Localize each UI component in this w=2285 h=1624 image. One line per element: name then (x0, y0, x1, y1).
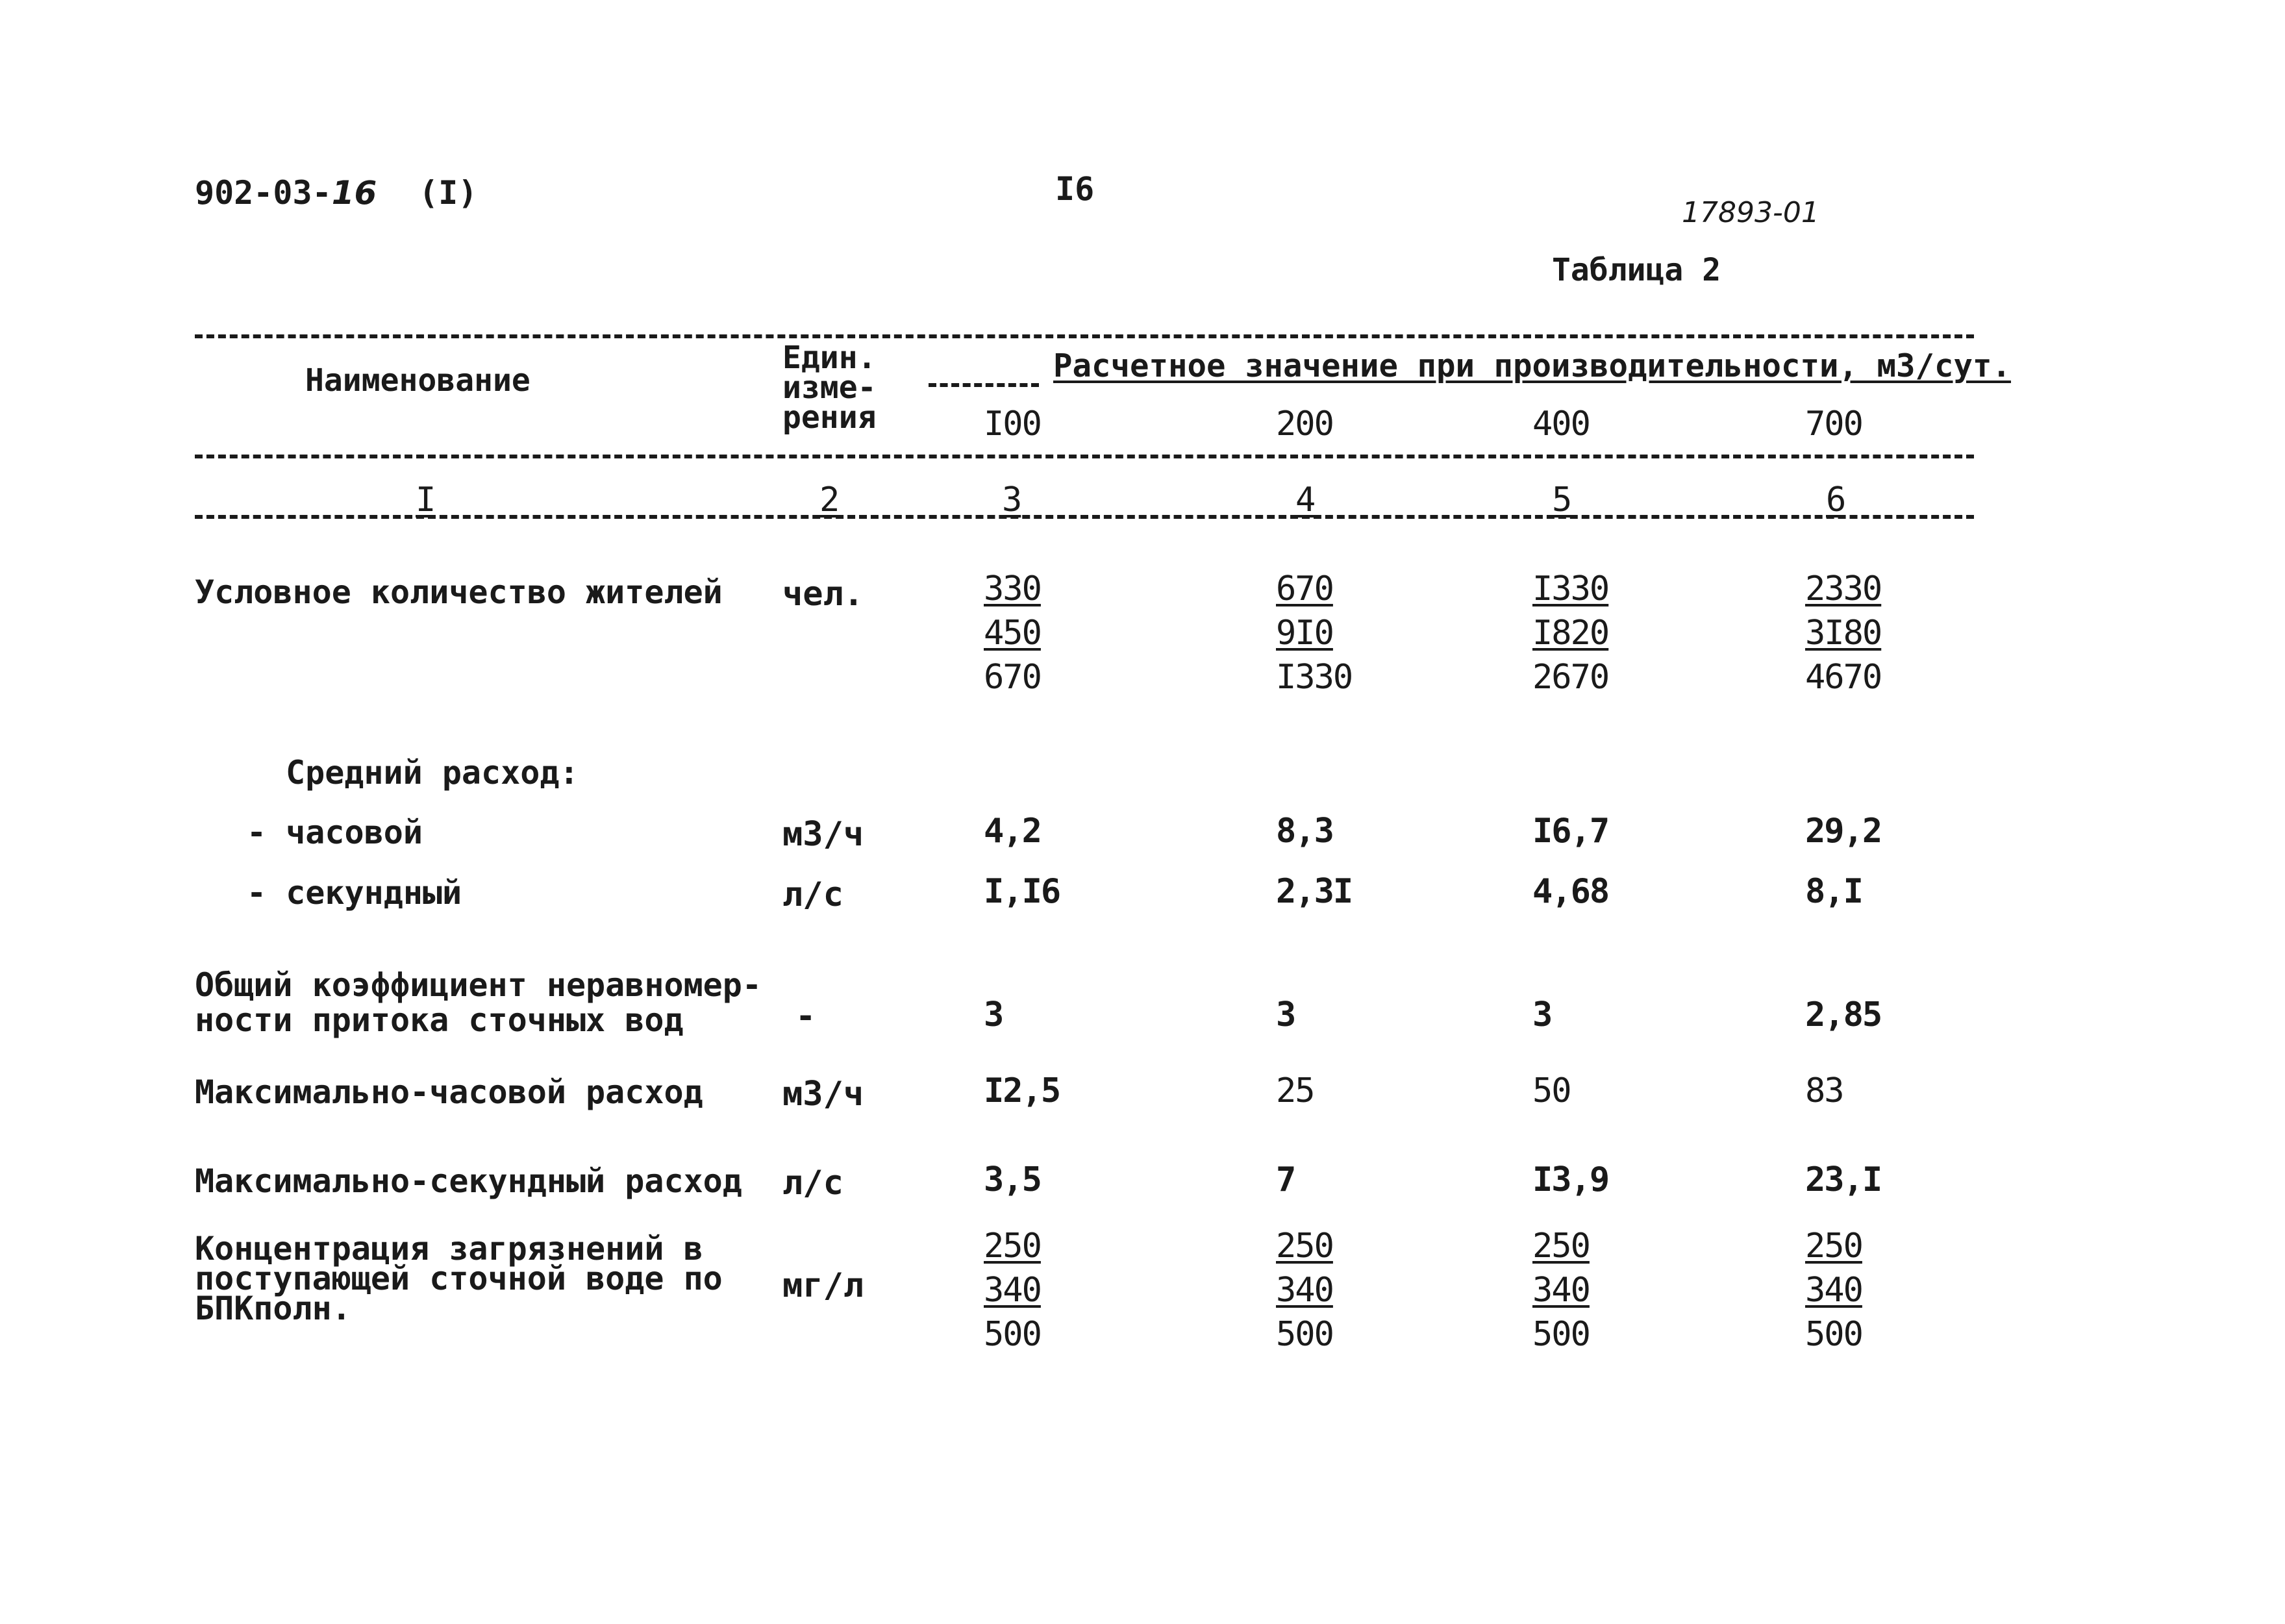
unit-heading-line-1: Един. (782, 340, 877, 376)
residents-values-400 (1532, 567, 1608, 699)
document-code-handwritten: 16 (331, 174, 377, 212)
unit-heading-line-2: изме- (782, 369, 877, 406)
max-hourly-value-200: 25 (1276, 1071, 1314, 1110)
column-heading-unit (782, 340, 877, 436)
column-numbers-rule (195, 515, 1974, 519)
coefficient-value-200: 3 (1276, 995, 1295, 1034)
row-label-per-second: - секундный (247, 874, 462, 912)
column-number-1: I (416, 481, 435, 519)
document-code (195, 174, 377, 212)
column-number-6: 6 (1826, 481, 1845, 519)
coefficient-label-line-2: ности притока сточных вод (195, 1001, 684, 1039)
page-number: I6 (1055, 170, 1095, 208)
value-cell: 500 (1532, 1315, 1590, 1354)
value-cell: I820 (1532, 614, 1609, 653)
max-per-second-value-200: 7 (1276, 1160, 1295, 1199)
row-label-hourly: - часовой (247, 814, 423, 851)
value-cell: 250 (1532, 1227, 1590, 1266)
hourly-value-200: 8,3 (1276, 812, 1333, 851)
table-top-rule (195, 334, 1974, 338)
concentration-label-line-2: поступающей сточной воде по (195, 1260, 723, 1297)
row-unit-per-second: л/с (782, 875, 843, 914)
row-label-max-hourly: Максимально-часовой расход (195, 1073, 703, 1111)
row-label-coefficient (195, 968, 762, 1038)
row-unit-max-hourly: м3/ч (782, 1075, 864, 1114)
row-unit-hourly: м3/ч (782, 815, 864, 854)
concentration-values-400 (1532, 1224, 1590, 1356)
max-hourly-value-100: I2,5 (984, 1071, 1060, 1110)
value-cell: 4670 (1805, 658, 1882, 697)
residents-values-200 (1276, 567, 1352, 699)
value-cell: 340 (984, 1271, 1041, 1310)
coefficient-value-400: 3 (1532, 995, 1552, 1034)
row-unit-concentration: мг/л (782, 1266, 864, 1305)
hourly-value-700: 29,2 (1805, 812, 1882, 851)
max-per-second-value-100: 3,5 (984, 1160, 1041, 1199)
column-heading-values: Расчетное значение при производительности, м3/сут. (1053, 347, 2012, 384)
column-number-2: 2 (819, 481, 839, 519)
capacity-100: I00 (984, 405, 1041, 443)
concentration-values-700 (1805, 1224, 1862, 1356)
value-cell: 670 (1276, 569, 1333, 608)
value-cell: 330 (984, 569, 1041, 608)
value-cell: 250 (984, 1227, 1041, 1266)
unit-heading-line-3: рения (782, 399, 877, 436)
column-number-3: 3 (1002, 481, 1021, 519)
row-unit-max-per-second: л/с (782, 1164, 843, 1203)
max-per-second-value-700: 23,I (1805, 1160, 1882, 1199)
value-cell: I330 (1532, 569, 1609, 608)
values-title-rule-left (929, 383, 1039, 387)
hourly-value-100: 4,2 (984, 812, 1041, 851)
capacity-700: 700 (1805, 405, 1862, 443)
capacity-200: 200 (1276, 405, 1333, 443)
value-cell: 2330 (1805, 569, 1882, 608)
value-cell: I330 (1276, 658, 1353, 697)
per-second-value-700: 8,I (1805, 872, 1862, 911)
concentration-values-100 (984, 1224, 1041, 1356)
value-cell: 450 (984, 614, 1041, 653)
concentration-values-200 (1276, 1224, 1333, 1356)
per-second-value-200: 2,3I (1276, 872, 1353, 911)
per-second-value-100: I,I6 (984, 872, 1060, 911)
value-cell: 2670 (1532, 658, 1609, 697)
header-bottom-rule (195, 455, 1974, 458)
value-cell: 250 (1805, 1227, 1862, 1266)
value-cell: 9I0 (1276, 614, 1333, 653)
value-cell: 340 (1276, 1271, 1333, 1310)
document-part: (I) (419, 174, 478, 212)
value-cell: 500 (984, 1315, 1041, 1354)
max-hourly-value-400: 50 (1532, 1071, 1571, 1110)
row-unit-residents: чел. (782, 575, 864, 614)
row-label-average-flow: Средний расход: (286, 754, 579, 792)
stamp-number: 17893-01 (1682, 196, 1819, 229)
value-cell: 250 (1276, 1227, 1333, 1266)
document-code-printed: 902-03- (195, 174, 332, 212)
row-unit-coefficient: - (795, 997, 816, 1036)
table-title: Таблица 2 (1552, 252, 1721, 288)
row-label-residents: Условное количество жителей (195, 573, 723, 611)
concentration-label-line-1: Концентрация загрязнений в (195, 1230, 703, 1268)
hourly-value-400: I6,7 (1532, 812, 1609, 851)
value-cell: 500 (1805, 1315, 1862, 1354)
value-cell: 500 (1276, 1315, 1333, 1354)
residents-values-700 (1805, 567, 1881, 699)
coefficient-label-line-1: Общий коэффициент неравномер- (195, 966, 762, 1004)
value-cell: 3I80 (1805, 614, 1882, 653)
capacity-400: 400 (1532, 405, 1590, 443)
concentration-label-line-3: БПКполн. (195, 1290, 351, 1327)
value-cell: 340 (1532, 1271, 1590, 1310)
column-number-5: 5 (1552, 481, 1571, 519)
row-label-concentration (195, 1230, 723, 1327)
value-cell: 670 (984, 658, 1041, 697)
max-hourly-value-700: 83 (1805, 1071, 1843, 1110)
coefficient-value-700: 2,85 (1805, 995, 1882, 1034)
row-label-max-per-second: Максимально-секундный расход (195, 1162, 742, 1200)
column-heading-name: Наименование (305, 362, 531, 399)
coefficient-value-100: 3 (984, 995, 1003, 1034)
residents-values-100 (984, 567, 1041, 699)
column-number-4: 4 (1295, 481, 1315, 519)
value-cell: 340 (1805, 1271, 1862, 1310)
per-second-value-400: 4,68 (1532, 872, 1609, 911)
max-per-second-value-400: I3,9 (1532, 1160, 1609, 1199)
